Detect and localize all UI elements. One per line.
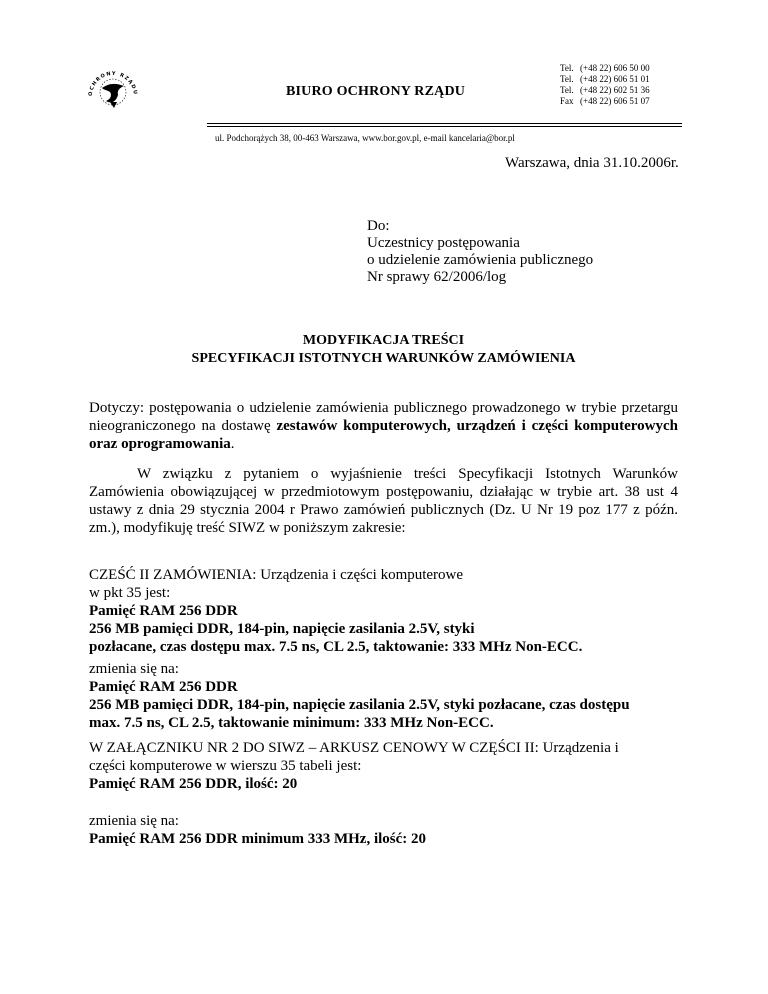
contact-label: Tel. bbox=[560, 74, 574, 84]
section-text: części komputerowe w wierszu 35 tabeli jest: bbox=[89, 758, 362, 774]
contact-row bbox=[560, 85, 650, 96]
header-divider bbox=[207, 123, 682, 124]
bor-emblem-logo bbox=[84, 62, 142, 118]
contact-value: (+48 22) 606 51 01 bbox=[580, 74, 650, 84]
contact-value: (+48 22) 602 51 36 bbox=[580, 85, 650, 95]
concerns-end: . bbox=[230, 436, 235, 452]
contact-label: Fax bbox=[560, 96, 574, 106]
contact-label: Tel. bbox=[560, 85, 574, 95]
section-text: w pkt 35 jest: bbox=[89, 585, 171, 601]
section-text: zmienia się na: bbox=[89, 813, 179, 829]
item-name: Pamięć RAM 256 DDR bbox=[89, 679, 238, 695]
item-spec: pozłacane, czas dostępu max. 7.5 ns, CL 2.5, taktowanie: 333 MHz Non-ECC. bbox=[89, 639, 583, 655]
section-modified-spec bbox=[89, 660, 689, 732]
item-name: Pamięć RAM 256 DDR minimum 333 MHz, ilość: 20 bbox=[89, 831, 427, 847]
section-heading: CZEŚĆ II ZAMÓWIENIA: Urządzenia i części komputerowe bbox=[89, 567, 464, 583]
item-name: Pamięć RAM 256 DDR bbox=[89, 603, 238, 619]
date-line: Warszawa, dnia 31.10.2006r. bbox=[505, 155, 679, 171]
section-current-price-sheet bbox=[89, 739, 689, 793]
contact-block bbox=[560, 63, 650, 107]
contact-row bbox=[560, 96, 650, 107]
contact-label: Tel. bbox=[560, 63, 574, 73]
recipient-line: Nr sprawy 62/2006/log bbox=[367, 269, 507, 285]
logo-ring-text: OCHRONY RZĄDU bbox=[87, 70, 139, 97]
contact-row bbox=[560, 63, 650, 74]
title-line: SPECYFIKACJI ISTOTNYCH WARUNKÓW ZAMÓWIENIA bbox=[191, 351, 576, 366]
item-name: Pamięć RAM 256 DDR, ilość: 20 bbox=[89, 776, 298, 792]
section-modified-price-sheet bbox=[89, 812, 689, 848]
section-current-spec bbox=[89, 566, 689, 656]
section-heading: W ZAŁĄCZNIKU NR 2 DO SIWZ – ARKUSZ CENOWY W CZĘŚCI II: Urządzenia i bbox=[89, 740, 619, 756]
concerns-paragraph bbox=[89, 399, 678, 453]
concerns-subject: zestawów komputerowych, urządzeń i części komputerowych oraz oprogramowania bbox=[89, 418, 678, 452]
section-text: zmienia się na: bbox=[89, 661, 179, 677]
eagle-icon bbox=[102, 84, 124, 103]
recipient-line: Do: bbox=[367, 218, 390, 234]
item-spec: 256 MB pamięci DDR, 184-pin, napięcie zasilania 2.5V, styki bbox=[89, 621, 475, 637]
item-spec: 256 MB pamięci DDR, 184-pin, napięcie zasilania 2.5V, styki pozłacane, czas dostępu bbox=[89, 697, 630, 713]
contact-row bbox=[560, 74, 650, 85]
title-line: MODYFIKACJA TREŚCI bbox=[302, 333, 465, 348]
address-line: ul. Podchorążych 38, 00-463 Warszawa, www.bor.gov.pl, e-mail kancelaria@bor.pl bbox=[215, 133, 515, 143]
org-name: BIURO OCHRONY RZĄDU bbox=[286, 84, 466, 99]
contact-value: (+48 22) 606 50 00 bbox=[580, 63, 650, 73]
item-spec: max. 7.5 ns, CL 2.5, taktowanie minimum: 333 MHz Non-ECC. bbox=[89, 715, 494, 731]
recipient-line: o udzielenie zamówienia publicznego bbox=[367, 252, 594, 268]
concerns-text: Dotyczy: postępowania o udzielenie zamówienia publicznego prowadzonego w trybie przetargu nieograniczonego na dostawę bbox=[89, 400, 678, 434]
recipient-block bbox=[367, 218, 593, 286]
intro-paragraph: W związku z pytaniem o wyjaśnienie treści Specyfikacji Istotnych Warunków Zamówienia obowiązującej w przedmiotowym postępowaniu, działając w trybie art. 38 ust 4 ustawy z dnia 29 stycznia 2004 r Prawo zamówień publicznych (Dz. U Nr 19 poz 177 z późn. zm.), modyfikuję treść SIWZ w poniższym zakresie: bbox=[89, 466, 678, 536]
recipient-line: Uczestnicy postępowania bbox=[367, 235, 520, 251]
contact-value: (+48 22) 606 51 07 bbox=[580, 96, 650, 106]
header-divider bbox=[207, 126, 682, 127]
document-title bbox=[89, 332, 678, 368]
